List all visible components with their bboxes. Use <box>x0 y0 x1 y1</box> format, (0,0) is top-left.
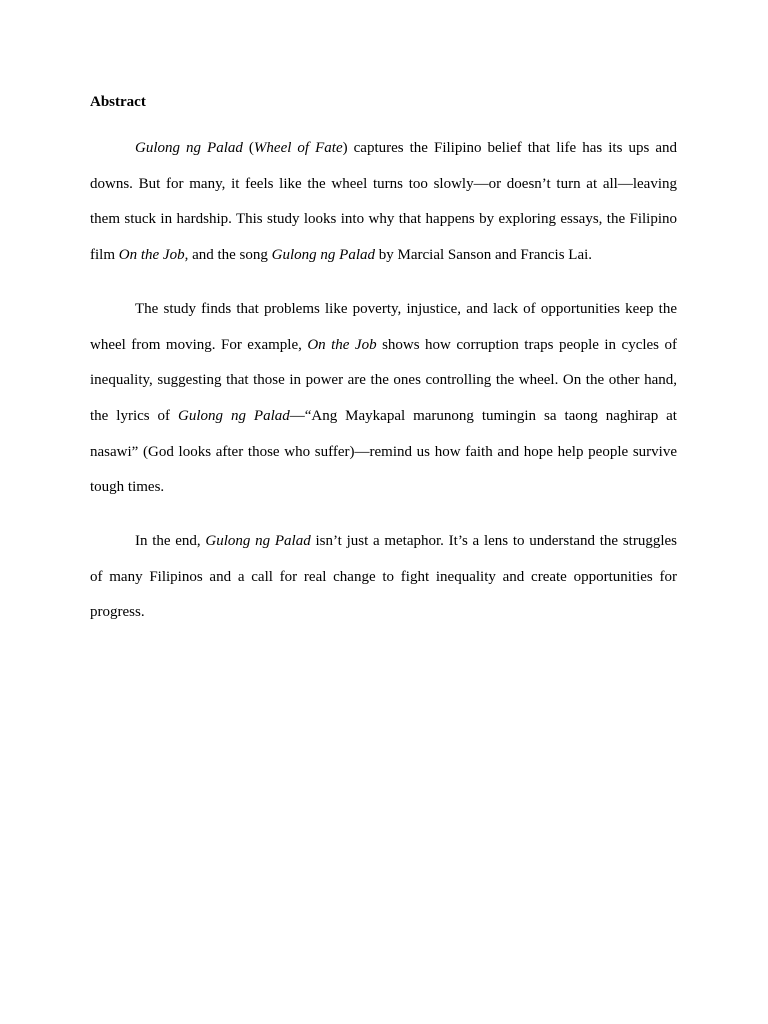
paragraph-1 <box>90 131 677 274</box>
paragraph-2 <box>90 292 677 506</box>
abstract-heading: Abstract <box>90 94 146 110</box>
text-run: ) captures the Filipino belief that life has its ups and downs. But for many, it feels like the wheel turns too slowly—or doesn’t turn at all—leaving them stuck in hardship. This study looks into why that happens by exploring essays, the Filipino film <box>90 140 677 264</box>
text-run: , and the song <box>184 247 272 264</box>
text-run: On the Job <box>118 247 185 264</box>
text-run: Gulong ng Palad <box>178 407 290 424</box>
text-run: Gulong ng Palad <box>135 140 243 156</box>
text-run: —“Ang Maykapal marunong tumingin sa taong naghirap at nasawi” (God looks after those who suffer)—remind us how faith and hope help people survive tough times. <box>90 407 677 496</box>
text-run: shows how corruption traps people in cycles of inequality, suggesting that those in power are the ones controlling the wheel. On the other hand, the lyrics of <box>90 336 677 424</box>
text-run: On the Job <box>307 336 377 353</box>
text-run: Gulong ng Palad <box>205 533 311 550</box>
text-run: ( <box>242 140 254 156</box>
document-body <box>90 91 677 649</box>
text-run: isn’t just a metaphor. It’s a lens to understand the struggles of many Filipinos and a call for real change to fight inequality and create opportunities for progress. <box>90 533 677 621</box>
text-run: Wheel of Fate <box>253 140 343 156</box>
paragraph-3 <box>90 524 677 631</box>
text-run: In the end, <box>135 533 206 550</box>
text-run: The study finds that problems like poverty, injustice, and lack of opportunities keep the wheel from moving. For example, <box>90 300 677 353</box>
text-run: Gulong ng Palad <box>271 247 375 264</box>
text-run: by Marcial Sanson and Francis Lai. <box>375 247 593 264</box>
